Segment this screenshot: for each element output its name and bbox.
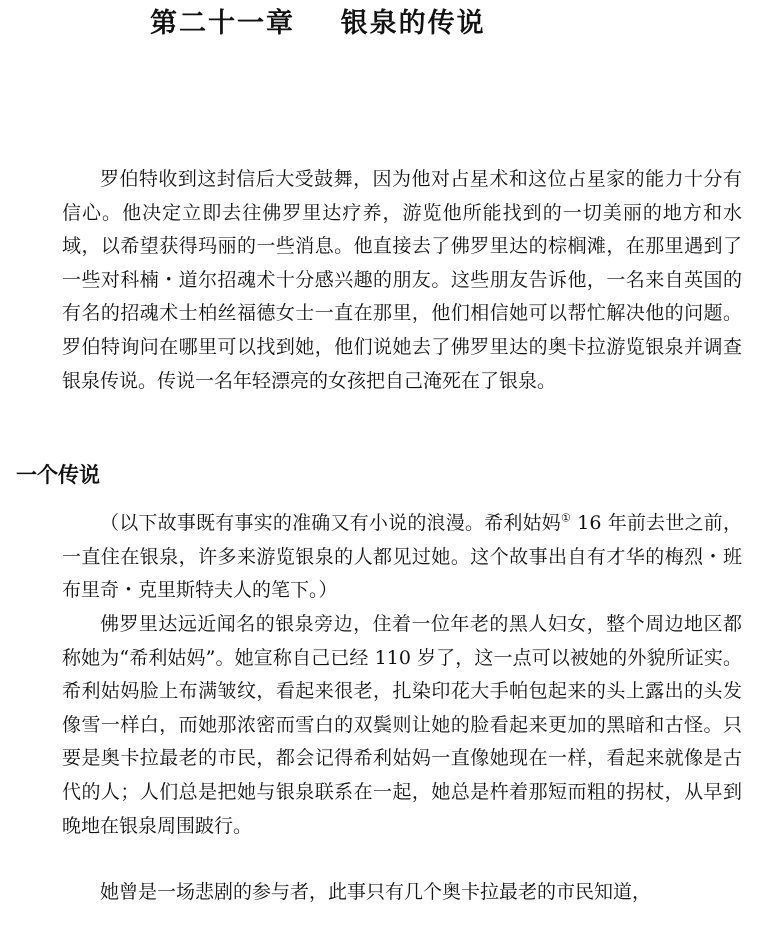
paragraph-continuation: 她曾是一场悲剧的参与者，此事只有几个奥卡拉最老的市民知道， bbox=[100, 881, 652, 903]
paragraph-intro: 罗伯特收到这封信后大受鼓舞，因为他对占星术和这位占星家的能力十分有信心。他决定立即去往佛罗里达疗养，游览他所能找到的一切美丽的地方和水域，以希望获得玛丽的一些消息。他直接去了佛罗里达的棕榈滩，在那里遇到了一些对科楠・道尔招魂术十分感兴趣的朋友。这些朋友告诉他，一名来自英国的有名的招魂术士柏丝福德女士一直在那里，他们相信她可以帮忙解决他的问题。罗伯特询问在哪里可以找到她，他们说她去了佛罗里达的奥卡拉游览银泉并调查银泉传说。传说一名年轻漂亮的女孩把自己淹死在了银泉。 bbox=[62, 168, 742, 392]
footnote-marker: ① bbox=[560, 511, 572, 525]
editor-note-text-start: （以下故事既有事实的准确又有小说的浪漫。希利姑妈 bbox=[100, 512, 561, 534]
editor-note-text-end: 16 年前去世之前，一直住在银泉，许多来游览银泉的人都见过她。这个故事出自有才华的梅烈・班布里奇・克里斯特夫人的笔下。） bbox=[62, 512, 742, 602]
paragraph-story: 佛罗里达远近闻名的银泉旁边，住着一位年老的黑人妇女，整个周边地区都称她为“希利姑妈”。她宣称自己已经 110 岁了，这一点可以被她的外貌所证实。希利姑妈脸上布满皱纹，看起来很老，扎染印花大手帕包起来的头上露出的头发像雪一样白，而她那浓密而雪白的双鬓则让她的脸看起来更加的黑暗和古怪。只要是奥卡拉最老的市民，都会记得希利姑妈一直像她现在一样，看起来就像是古代的人；人们总是把她与银泉联系在一起，她总是杵着那短而粗的拐杖，从早到晚地在银泉周围跛行。 bbox=[62, 613, 742, 837]
section-heading: 一个传说 bbox=[16, 463, 100, 487]
paragraph-editor-note bbox=[62, 507, 742, 608]
chapter-title: 第二十一章 银泉的传说 bbox=[150, 8, 486, 39]
